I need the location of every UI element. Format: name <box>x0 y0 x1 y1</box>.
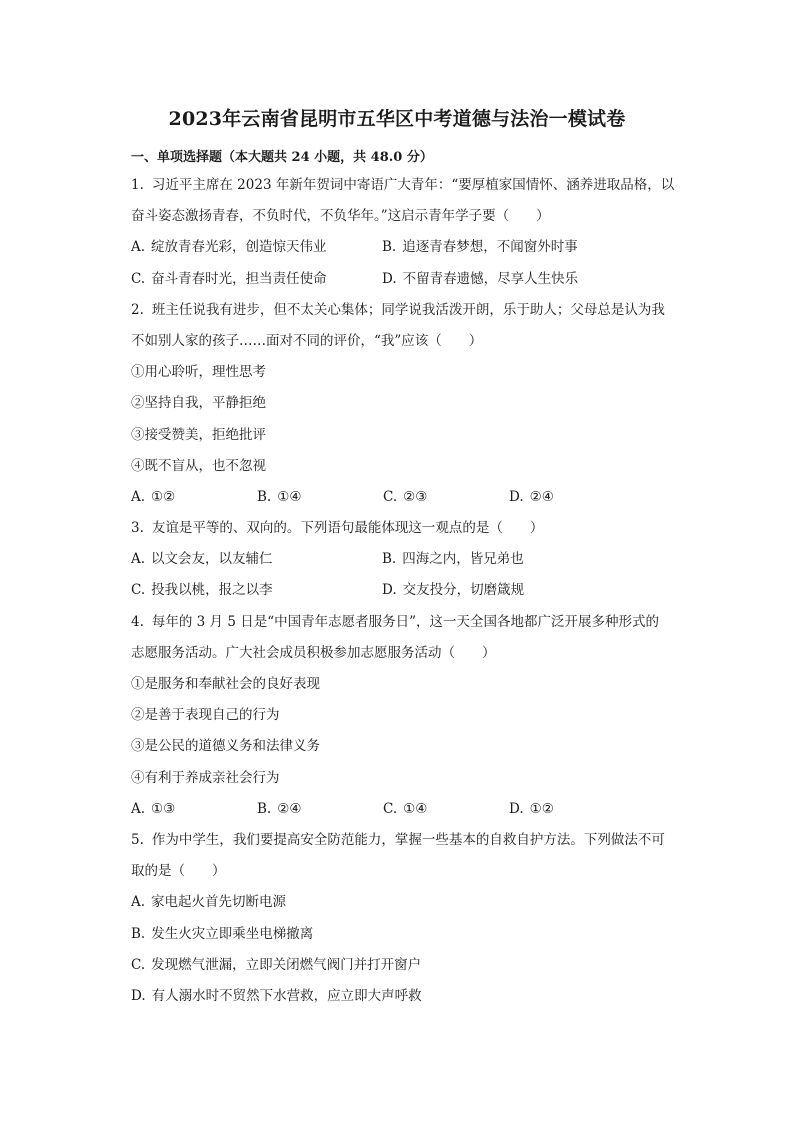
statement-item: ④既不盲从，也不忽视 <box>131 457 266 474</box>
question-stem-cont: 不如别人家的孩子……面对不同的评价，“我”应该（ ） <box>131 332 483 349</box>
question-stem: 每年的 3 月 5 日是“中国青年志愿者服务日”，这一天全国各地都广泛开展多种形式的 <box>151 613 660 630</box>
question-number: 1. <box>131 177 144 193</box>
question-5 <box>131 825 691 1012</box>
question-number: 3. <box>131 520 144 537</box>
option-c[interactable]: C. 奋斗青春时光，担当责任使命 <box>131 270 327 287</box>
question-3 <box>131 513 691 607</box>
statement-item: ②坚持自我，平静拒绝 <box>131 395 266 412</box>
option-a[interactable]: A. 绽放青春光彩，创造惊天伟业 <box>131 239 327 256</box>
question-number: 5. <box>131 831 144 848</box>
option-b[interactable]: B. 追逐青春梦想，不闻窗外时事 <box>382 239 578 256</box>
statement-item: ②是善于表现自己的行为 <box>131 707 280 724</box>
statement-item: ③是公民的道德义务和法律义务 <box>131 738 320 755</box>
question-stem: 习近平主席在 2023 年新年贺词中寄语广大青年：“要厚植家国情怀、涵养进取品格，以 <box>151 177 675 193</box>
question-number: 2. <box>131 301 144 318</box>
option-b[interactable]: B. ②④ <box>257 800 302 817</box>
question-stem-cont: 取的是（ ） <box>131 863 226 880</box>
question-stem-cont: 奋斗姿态激扬青春，不负时代，不负华年。”这启示青年学子要（ ） <box>131 208 550 225</box>
option-a[interactable]: A. ①③ <box>131 800 176 817</box>
statement-item: ③接受赞美，拒绝批评 <box>131 426 266 443</box>
option-a[interactable]: A. 家电起火首先切断电源 <box>131 894 287 911</box>
question-list <box>131 170 691 1012</box>
option-d[interactable]: D. 不留青春遗憾，尽享人生快乐 <box>382 270 579 287</box>
option-a[interactable]: A. ①② <box>131 488 176 505</box>
option-d[interactable]: D. 有人溺水时不贸然下水营救，应立即大声呼救 <box>131 987 422 1004</box>
option-b[interactable]: B. 发生火灾立即乘坐电梯撤离 <box>131 925 314 942</box>
section-heading: 一、单项选择题（本大题共 24 小题，共 48.0 分） <box>131 150 433 165</box>
option-d[interactable]: D. ②④ <box>509 488 554 505</box>
option-b[interactable]: B. 四海之内，皆兄弟也 <box>382 551 524 568</box>
option-d[interactable]: D. 交友投分，切磨箴规 <box>382 582 525 599</box>
question-stem: 作为中学生，我们要提高安全防范能力，掌握一些基本的自救自护方法。下列做法不可 <box>151 831 665 848</box>
option-b[interactable]: B. ①④ <box>257 488 302 505</box>
option-c[interactable]: C. 投我以桃，报之以李 <box>131 582 273 599</box>
statement-item: ①是服务和奉献社会的良好表现 <box>131 676 320 692</box>
option-a[interactable]: A. 以文会友，以友辅仁 <box>131 551 273 568</box>
question-stem: 友谊是平等的、双向的。下列语句最能体现这一观点的是（ ） <box>151 520 544 537</box>
option-d[interactable]: D. ①② <box>509 800 554 817</box>
page-title: 2023年云南省昆明市五华区中考道德与法治一模试卷 <box>168 108 626 130</box>
question-2 <box>131 295 691 513</box>
option-c[interactable]: C. ②③ <box>383 488 428 505</box>
question-stem: 班主任说我有进步，但不太关心集体；同学说我活泼开朗，乐于助人；父母总是认为我 <box>151 301 665 318</box>
option-c[interactable]: C. ①④ <box>383 800 428 817</box>
statement-item: ①用心聆听，理性思考 <box>131 364 266 381</box>
option-c[interactable]: C. 发现燃气泄漏，立即关闭燃气阀门并打开窗户 <box>131 956 422 973</box>
question-4 <box>131 607 691 825</box>
question-stem-cont: 志愿服务活动。广大社会成员积极参加志愿服务活动（ ） <box>131 644 496 661</box>
statement-item: ④有利于养成亲社会行为 <box>131 769 280 786</box>
question-number: 4. <box>131 613 144 630</box>
question-1 <box>131 170 691 295</box>
